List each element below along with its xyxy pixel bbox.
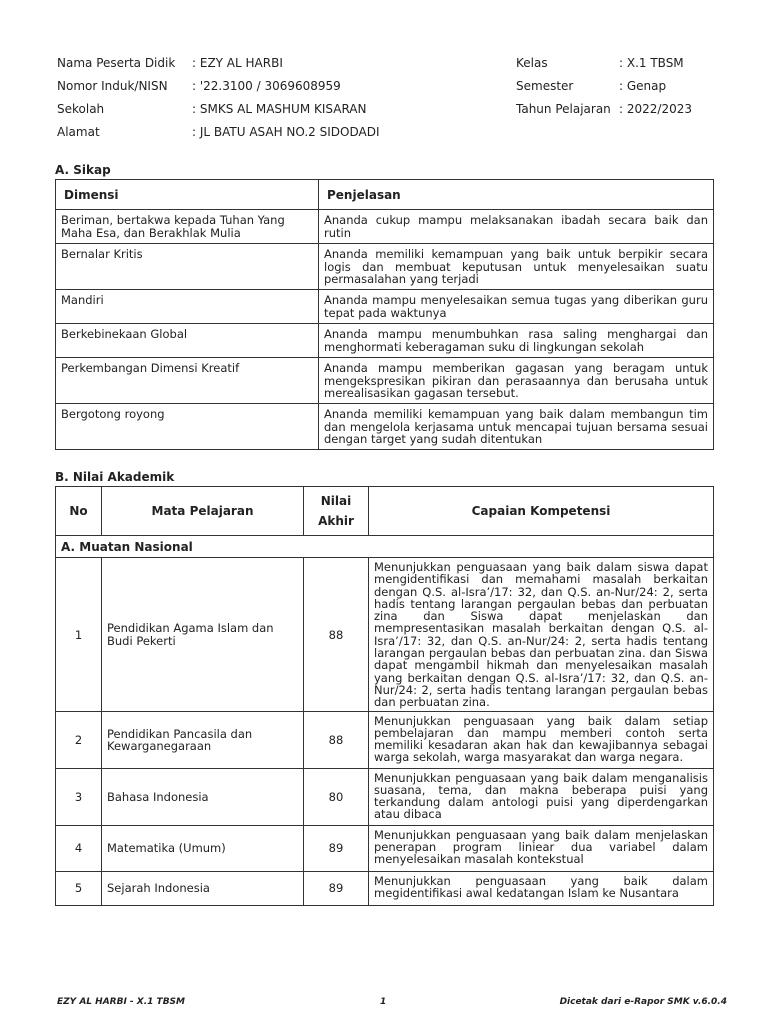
competency-description: Menunjukkan penguasaan yang baik dalam menjelaskan penerapan program liniear dua variabel dalam menyelesaikan masalah kontekstual	[369, 825, 714, 871]
identity-value: : Genap	[619, 79, 667, 93]
identity-label: Nama Peserta Didik	[57, 56, 176, 70]
dimensi-cell: Mandiri	[56, 290, 319, 324]
subject-name: Sejarah Indonesia	[102, 871, 304, 905]
row-number: 3	[56, 768, 102, 825]
dimensi-cell: Berkebinekaan Global	[56, 324, 319, 358]
footer-student: EZY AL HARBI - X.1 TBSM	[57, 997, 185, 1007]
penjelasan-cell: Ananda memiliki kemampuan yang baik dalam membangun tim dan mengelola kerjasama untuk mencapai tujuan bersama sesuai dengan target yang sudah ditentukan	[319, 404, 714, 450]
subject-name: Matematika (Umum)	[102, 825, 304, 871]
column-header-nilai: Nilai Akhir	[304, 487, 369, 536]
final-score: 89	[304, 871, 369, 905]
student-identity	[57, 52, 717, 148]
table-row	[56, 711, 714, 768]
identity-label: Sekolah	[57, 102, 105, 116]
column-header-capaian: Capaian Kompetensi	[369, 487, 714, 536]
subject-name: Pendidikan Agama Islam dan Budi Pekerti	[102, 558, 304, 712]
identity-label: Nomor Induk/NISN	[57, 79, 168, 93]
column-header-no: No	[56, 487, 102, 536]
table-row	[56, 558, 714, 712]
dimensi-cell: Beriman, bertakwa kepada Tuhan Yang Maha Esa, dan Berakhlak Mulia	[56, 210, 319, 244]
identity-value: : '22.3100 / 3069608959	[192, 79, 341, 93]
row-number: 1	[56, 558, 102, 712]
final-score: 88	[304, 558, 369, 712]
identity-label: Kelas	[516, 56, 548, 70]
column-header-dimensi: Dimensi	[56, 180, 319, 210]
subject-name: Bahasa Indonesia	[102, 768, 304, 825]
identity-label: Tahun Pelajaran	[516, 102, 611, 116]
identity-value: : EZY AL HARBI	[192, 56, 283, 70]
penjelasan-cell: Ananda cukup mampu melaksanakan ibadah secara baik dan rutin	[319, 210, 714, 244]
section-title-sikap: A. Sikap	[55, 163, 111, 177]
table-row	[56, 324, 714, 358]
column-header-penjelasan: Penjelasan	[319, 180, 714, 210]
identity-label: Semester	[516, 79, 574, 93]
table-row	[56, 825, 714, 871]
final-score: 80	[304, 768, 369, 825]
penjelasan-cell: Ananda mampu menumbuhkan rasa saling menghargai dan menghormati keberagaman suku di lingkungan sekolah	[319, 324, 714, 358]
penjelasan-cell: Ananda memiliki kemampuan yang baik untuk berpikir secara logis dan membuat keputusan untuk menyelesaikan suatu permasalahan yang terjadi	[319, 244, 714, 290]
identity-value: : JL BATU ASAH NO.2 SIDODADI	[192, 125, 380, 139]
nilai-table	[55, 486, 714, 906]
competency-description: Menunjukkan penguasaan yang baik dalam siswa dapat mengidentifikasi dan memahami masalah berkaitan dengan Q.S. al-Isra’/17: 32, dan Q.S. an-Nur/24: 2, serta hadis tentang larangan pergaulan bebas dan perbuatan zina dan Siswa dapat menjelaskan dan mempresentasikan masalah berkaitan dengan Q.S. al-Isra’/17: 32, dan Q.S. an-Nur/24: 2, serta hadis tentang larangan pergaulan bebas dan perbuatan zina. dan Siswa dapat mengambil hikmah dan menyelesaikan masalah yang berkaitan dengan Q.S. al-Isra’/17: 32, dan Q.S. an-Nur/24: 2, serta hadis tentang larangan pergaulan bebas dan perbuatan zina.	[369, 558, 714, 712]
final-score: 88	[304, 711, 369, 768]
table-row	[56, 290, 714, 324]
table-row	[56, 404, 714, 450]
sikap-table	[55, 179, 714, 450]
section-title-nilai: B. Nilai Akademik	[55, 470, 175, 484]
table-row	[56, 210, 714, 244]
row-number: 4	[56, 825, 102, 871]
dimensi-cell: Perkembangan Dimensi Kreatif	[56, 358, 319, 404]
table-header-row	[56, 487, 714, 536]
table-header-row	[56, 180, 714, 210]
table-row	[56, 358, 714, 404]
row-number: 2	[56, 711, 102, 768]
final-score: 89	[304, 825, 369, 871]
column-header-mapel: Mata Pelajaran	[102, 487, 304, 536]
identity-value: : SMKS AL MASHUM KISARAN	[192, 102, 367, 116]
penjelasan-cell: Ananda mampu menyelesaikan semua tugas yang diberikan guru tepat pada waktunya	[319, 290, 714, 324]
row-number: 5	[56, 871, 102, 905]
table-row	[56, 871, 714, 905]
identity-label: Alamat	[57, 125, 100, 139]
footer-printed-by: Dicetak dari e-Rapor SMK v.6.0.4	[559, 997, 727, 1007]
identity-value: : 2022/2023	[619, 102, 692, 116]
table-row	[56, 244, 714, 290]
penjelasan-cell: Ananda mampu memberikan gagasan yang beragam untuk mengekspresikan pikiran dan perasaannya dan berusaha untuk merealisasikan gagasan tersebut.	[319, 358, 714, 404]
page-footer	[57, 997, 727, 1011]
group-row	[56, 536, 714, 558]
competency-description: Menunjukkan penguasaan yang baik dalam megidentifikasi awal kedatangan Islam ke Nusantara	[369, 871, 714, 905]
identity-value: : X.1 TBSM	[619, 56, 684, 70]
table-row	[56, 768, 714, 825]
competency-description: Menunjukkan penguasaan yang baik dalam setiap pembelajaran dan mampu memberi contoh serta memiliki kesadaran akan hak dan kewajibannya sebagai warga sekolah, warga masyarakat dan warga negara.	[369, 711, 714, 768]
footer-page-number: 1	[380, 997, 387, 1007]
group-label: A. Muatan Nasional	[56, 536, 714, 558]
dimensi-cell: Bergotong royong	[56, 404, 319, 450]
dimensi-cell: Bernalar Kritis	[56, 244, 319, 290]
subject-name: Pendidikan Pancasila dan Kewarganegaraan	[102, 711, 304, 768]
competency-description: Menunjukkan penguasaan yang baik dalam menganalisis suasana, tema, dan makna beberapa puisi yang terkandung dalam antologi puisi yang diperdengarkan atau dibaca	[369, 768, 714, 825]
